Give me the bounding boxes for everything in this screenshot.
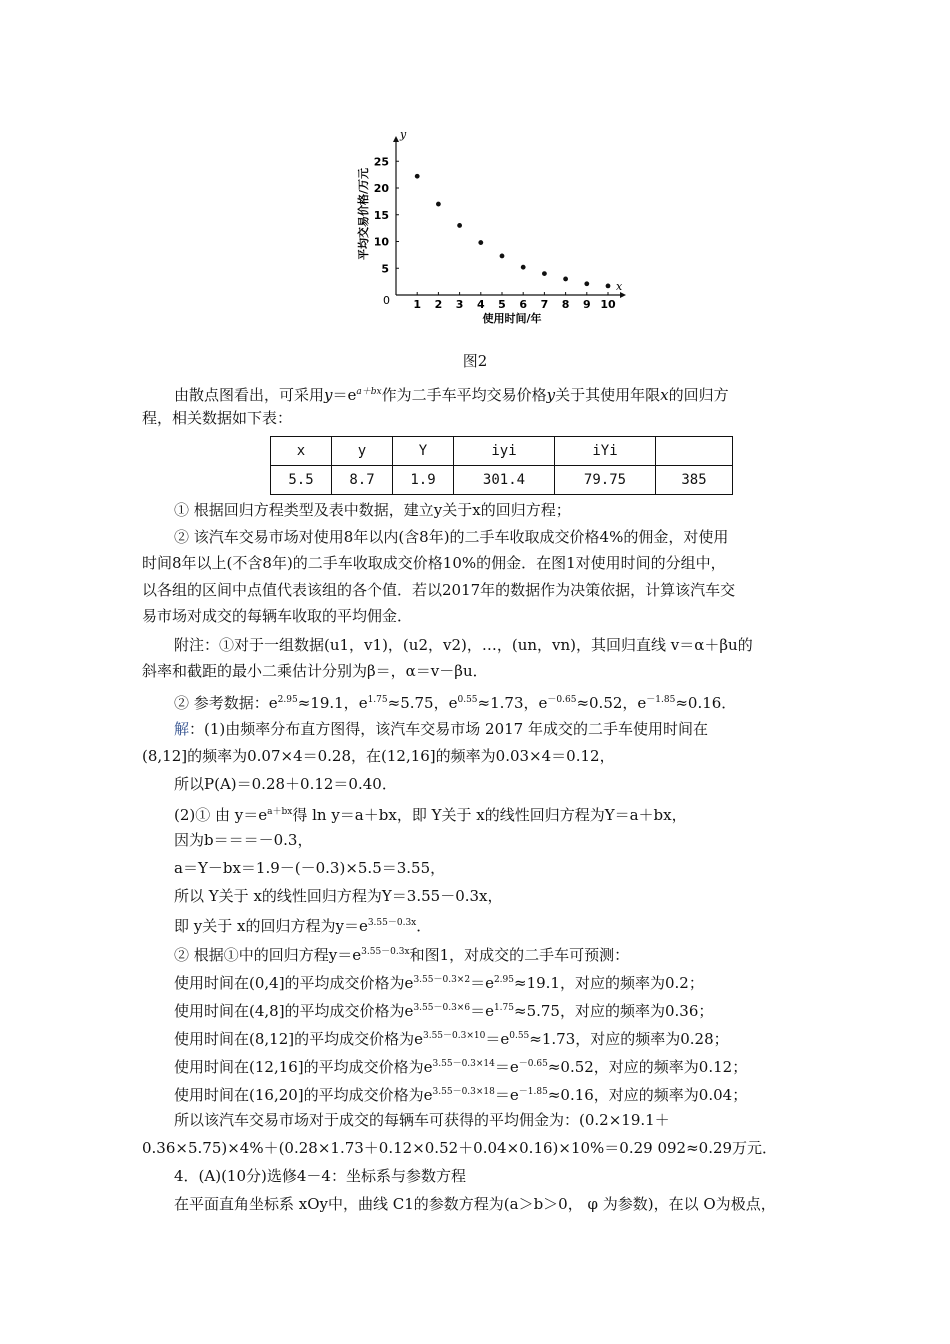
ref-e: e bbox=[358, 694, 368, 712]
solution-exp: 3.55－0.3x bbox=[361, 947, 410, 957]
figure-caption: 图2 bbox=[462, 352, 488, 370]
row-text: ＝e bbox=[470, 1002, 494, 1020]
row-text: ≈0.16，对应的频率为0.04； bbox=[547, 1086, 748, 1104]
scatter-point bbox=[415, 174, 420, 179]
formula-var: y bbox=[324, 386, 333, 404]
data-table bbox=[270, 436, 733, 495]
row-exp: 3.55－0.3×2 bbox=[413, 975, 471, 985]
scatter-point bbox=[500, 254, 505, 259]
x-tick-label: 6 bbox=[519, 298, 528, 311]
ref-exp: －0.65 bbox=[547, 695, 577, 705]
solution-line-1 bbox=[174, 719, 708, 739]
scatter-point bbox=[457, 223, 462, 228]
note-line-2: 斜率和截距的最小二乘估计分别为β＝，α＝v－βu． bbox=[142, 662, 488, 680]
row-text: ≈5.75，对应的频率为0.36； bbox=[514, 1002, 714, 1020]
table-cell: 5.5 bbox=[271, 466, 332, 495]
solution-part2-line-1 bbox=[174, 802, 687, 825]
x-tick-label: 5 bbox=[498, 298, 506, 311]
ref-val: ≈5.75， bbox=[387, 694, 449, 712]
solution-part2-line-4: 所以 Y关于 x的线性回归方程为Y＝3.55－0.3x， bbox=[174, 887, 503, 905]
table-cell: iyi bbox=[454, 437, 555, 466]
y-axis-label: 平均交易价格/万元 bbox=[357, 167, 370, 261]
row-exp: 3.55－0.3×14 bbox=[432, 1059, 495, 1069]
formula-eq: ＝e bbox=[332, 386, 357, 404]
scatter-point bbox=[478, 240, 483, 245]
y-axis-letter: y bbox=[400, 128, 407, 141]
solution-exp: a＋bx bbox=[267, 807, 293, 817]
x-tick-label: 10 bbox=[600, 298, 616, 311]
scatter-chart bbox=[350, 124, 640, 334]
table-cell: 8.7 bbox=[332, 466, 393, 495]
solution-line-3: 所以P(A)＝0.28＋0.12＝0.40． bbox=[174, 775, 397, 793]
row-text: ≈0.52，对应的频率为0.12； bbox=[547, 1058, 748, 1076]
ref-e: e bbox=[268, 694, 278, 712]
table-cell: x bbox=[271, 437, 332, 466]
row-exp: 1.75 bbox=[493, 1003, 514, 1013]
question-2-line-4: 易市场对成交的每辆车收取的平均佣金． bbox=[142, 607, 413, 625]
row-text: 使用时间在(12,16]的平均成交价格为e bbox=[174, 1058, 433, 1076]
table-cell: y bbox=[332, 437, 393, 466]
ref-val: ≈0.16． bbox=[675, 694, 737, 712]
x-tick-label: 2 bbox=[434, 298, 443, 311]
scatter-point bbox=[606, 284, 611, 289]
ref-exp: 1.75 bbox=[367, 695, 388, 705]
row-text: ＝e bbox=[470, 974, 494, 992]
row-text: 使用时间在(0,4]的平均成交价格为e bbox=[174, 974, 414, 992]
ref-val: ≈0.52， bbox=[576, 694, 638, 712]
var-y: y bbox=[546, 386, 556, 404]
solution-part3-line-1 bbox=[174, 942, 629, 965]
row-text: 使用时间在(8,12]的平均成交价格为e bbox=[174, 1030, 423, 1048]
row-exp: 2.95 bbox=[493, 975, 514, 985]
scatter-point bbox=[436, 202, 441, 207]
x-tick-label: 7 bbox=[540, 298, 549, 311]
formula-exponent: a＋bx bbox=[356, 387, 382, 397]
table-cell: 301.4 bbox=[454, 466, 555, 495]
table-cell: 1.9 bbox=[393, 466, 454, 495]
prediction-row bbox=[174, 998, 713, 1021]
origin-label: 0 bbox=[383, 294, 390, 307]
ref-exp: 2.95 bbox=[277, 695, 298, 705]
y-tick-label: 5 bbox=[381, 262, 389, 276]
solution-exp: 3.55－0.3x bbox=[367, 918, 417, 928]
table-cell bbox=[656, 437, 733, 466]
row-exp: －0.65 bbox=[518, 1059, 548, 1069]
y-tick-label: 10 bbox=[373, 235, 389, 249]
final-line-1: 所以该汽车交易市场对于成交的每辆车可获得的平均佣金为：(0.2×19.1＋ bbox=[174, 1111, 670, 1129]
prediction-row bbox=[174, 1054, 747, 1077]
row-text: 使用时间在(4,8]的平均成交价格为e bbox=[174, 1002, 414, 1020]
ref-exp: 0.55 bbox=[457, 695, 478, 705]
x-tick-label: 1 bbox=[413, 298, 422, 311]
solution-part2-line-3: a＝Y－bx＝1.9－(－0.3)×5.5＝3.55， bbox=[174, 859, 446, 877]
y-tick-label: 15 bbox=[373, 208, 389, 222]
scatter-point bbox=[521, 265, 526, 270]
tick-group bbox=[374, 155, 616, 311]
ref-e: e bbox=[448, 694, 458, 712]
row-exp: 0.55 bbox=[509, 1031, 530, 1041]
reference-data bbox=[174, 690, 736, 713]
y-axis-arrow bbox=[393, 136, 399, 142]
var-x: x bbox=[660, 386, 669, 404]
solution-part2-line-2: 因为b＝＝＝－0.3， bbox=[174, 831, 313, 849]
row-text: ＝e bbox=[494, 1086, 519, 1104]
solution-text: ． bbox=[416, 917, 432, 935]
row-text: ≈19.1，对应的频率为0.2； bbox=[514, 974, 704, 992]
scatter-figure bbox=[350, 124, 640, 334]
x-tick-label: 9 bbox=[582, 298, 591, 311]
row-exp: 3.55－0.3×6 bbox=[413, 1003, 471, 1013]
question-1: ① 根据回归方程类型及表中数据，建立y关于x的回归方程； bbox=[174, 501, 571, 519]
x-tick-label: 4 bbox=[476, 298, 485, 311]
row-text: 使用时间在(16,20]的平均成交价格为e bbox=[174, 1086, 433, 1104]
note-line-1: 附注：①对于一组数据(u1，v1)，(u2，v2)，…，(un，vn)，其回归直线 v＝α＋βu的 bbox=[174, 636, 753, 654]
solution-label: 解 bbox=[174, 720, 190, 738]
solution-text: 即 y关于 x的回归方程为y＝e bbox=[174, 917, 368, 935]
next-question-line: 在平面直角坐标系 xOy中，曲线 C1的参数方程为(a＞b＞0， φ 为参数)，在以 O为极点， bbox=[174, 1195, 776, 1213]
row-exp: 3.55－0.3×18 bbox=[432, 1087, 495, 1097]
ref-val: ≈1.73， bbox=[477, 694, 539, 712]
prediction-row bbox=[174, 1082, 747, 1105]
x-axis-letter: x bbox=[616, 280, 623, 293]
y-tick-label: 20 bbox=[373, 182, 389, 195]
ref-e: e bbox=[637, 694, 647, 712]
intro-text: 关于其使用年限 bbox=[555, 386, 661, 404]
table-cell: Y bbox=[393, 437, 454, 466]
point-group bbox=[415, 174, 611, 288]
row-text: ＝e bbox=[494, 1058, 519, 1076]
solution-text: 和图1，对成交的二手车可预测： bbox=[409, 946, 630, 964]
table-cell: 79.75 bbox=[555, 466, 656, 495]
scatter-point bbox=[542, 271, 547, 276]
ref-e: e bbox=[538, 694, 548, 712]
intro-text: 的回归方 bbox=[668, 386, 729, 404]
solution-text: ：(1)由频率分布直方图得，该汽车交易市场 2017 年成交的二手车使用时间在 bbox=[189, 720, 708, 738]
ref-val: ≈19.1， bbox=[297, 694, 359, 712]
solution-line-2: (8,12]的频率为0.07×4＝0.28，在(12,16]的频率为0.03×4＝0.12， bbox=[142, 747, 615, 765]
solution-text: 得 ln y＝a＋bx，即 Y关于 x的线性回归方程为Y＝a＋bx， bbox=[292, 806, 687, 824]
ref-exp: －1.85 bbox=[646, 695, 676, 705]
prediction-row bbox=[174, 1026, 729, 1049]
intro-text: 由散点图看出，可采用 bbox=[174, 386, 325, 404]
row-exp: 3.55－0.3×10 bbox=[422, 1031, 486, 1041]
solution-text: ② 根据①中的回归方程y＝e bbox=[174, 946, 362, 964]
table-cell: 385 bbox=[656, 466, 733, 495]
table-header-row bbox=[271, 437, 733, 466]
question-2-line-3: 以各组的区间中点值代表该组的各个值．若以2017年的数据作为决策依据，计算该汽车交 bbox=[142, 581, 736, 599]
next-question-title: 4．(A)(10分)选修4－4：坐标系与参数方程 bbox=[174, 1167, 466, 1185]
row-text: ＝e bbox=[485, 1030, 510, 1048]
final-line-2: 0.36×5.75)×4%＋(0.28×1.73＋0.12×0.52＋0.04×0.16)×10%＝0.29 092≈0.29万元． bbox=[142, 1139, 778, 1157]
question-2-line-2: 时间8年以上(不含8年)的二手车收取成交价格10%的佣金．在图1对使用时间的分组中， bbox=[142, 554, 726, 572]
intro-line-2: 程，相关数据如下表： bbox=[142, 409, 293, 427]
solution-part2-line-5 bbox=[174, 913, 431, 936]
scatter-point bbox=[584, 281, 589, 286]
ref-text: ② 参考数据： bbox=[174, 694, 269, 712]
table-cell: iYi bbox=[555, 437, 656, 466]
y-tick-label: 25 bbox=[373, 155, 389, 169]
prediction-row bbox=[174, 970, 704, 993]
x-tick-label: 8 bbox=[561, 298, 570, 311]
row-exp: －1.85 bbox=[518, 1087, 548, 1097]
question-2-line-1: ② 该汽车交易市场对使用8年以内(含8年)的二手车收取成交价格4%的佣金，对使用 bbox=[174, 528, 729, 546]
x-axis-label: 使用时间/年 bbox=[482, 312, 542, 325]
x-tick-label: 3 bbox=[455, 298, 464, 311]
table-row bbox=[271, 466, 733, 495]
solution-text: (2)① 由 y＝e bbox=[174, 806, 268, 824]
row-text: ≈1.73，对应的频率为0.28； bbox=[529, 1030, 729, 1048]
intro-text: 作为二手车平均交易价格 bbox=[381, 386, 547, 404]
scatter-point bbox=[563, 277, 568, 282]
intro-line-1 bbox=[174, 382, 729, 405]
